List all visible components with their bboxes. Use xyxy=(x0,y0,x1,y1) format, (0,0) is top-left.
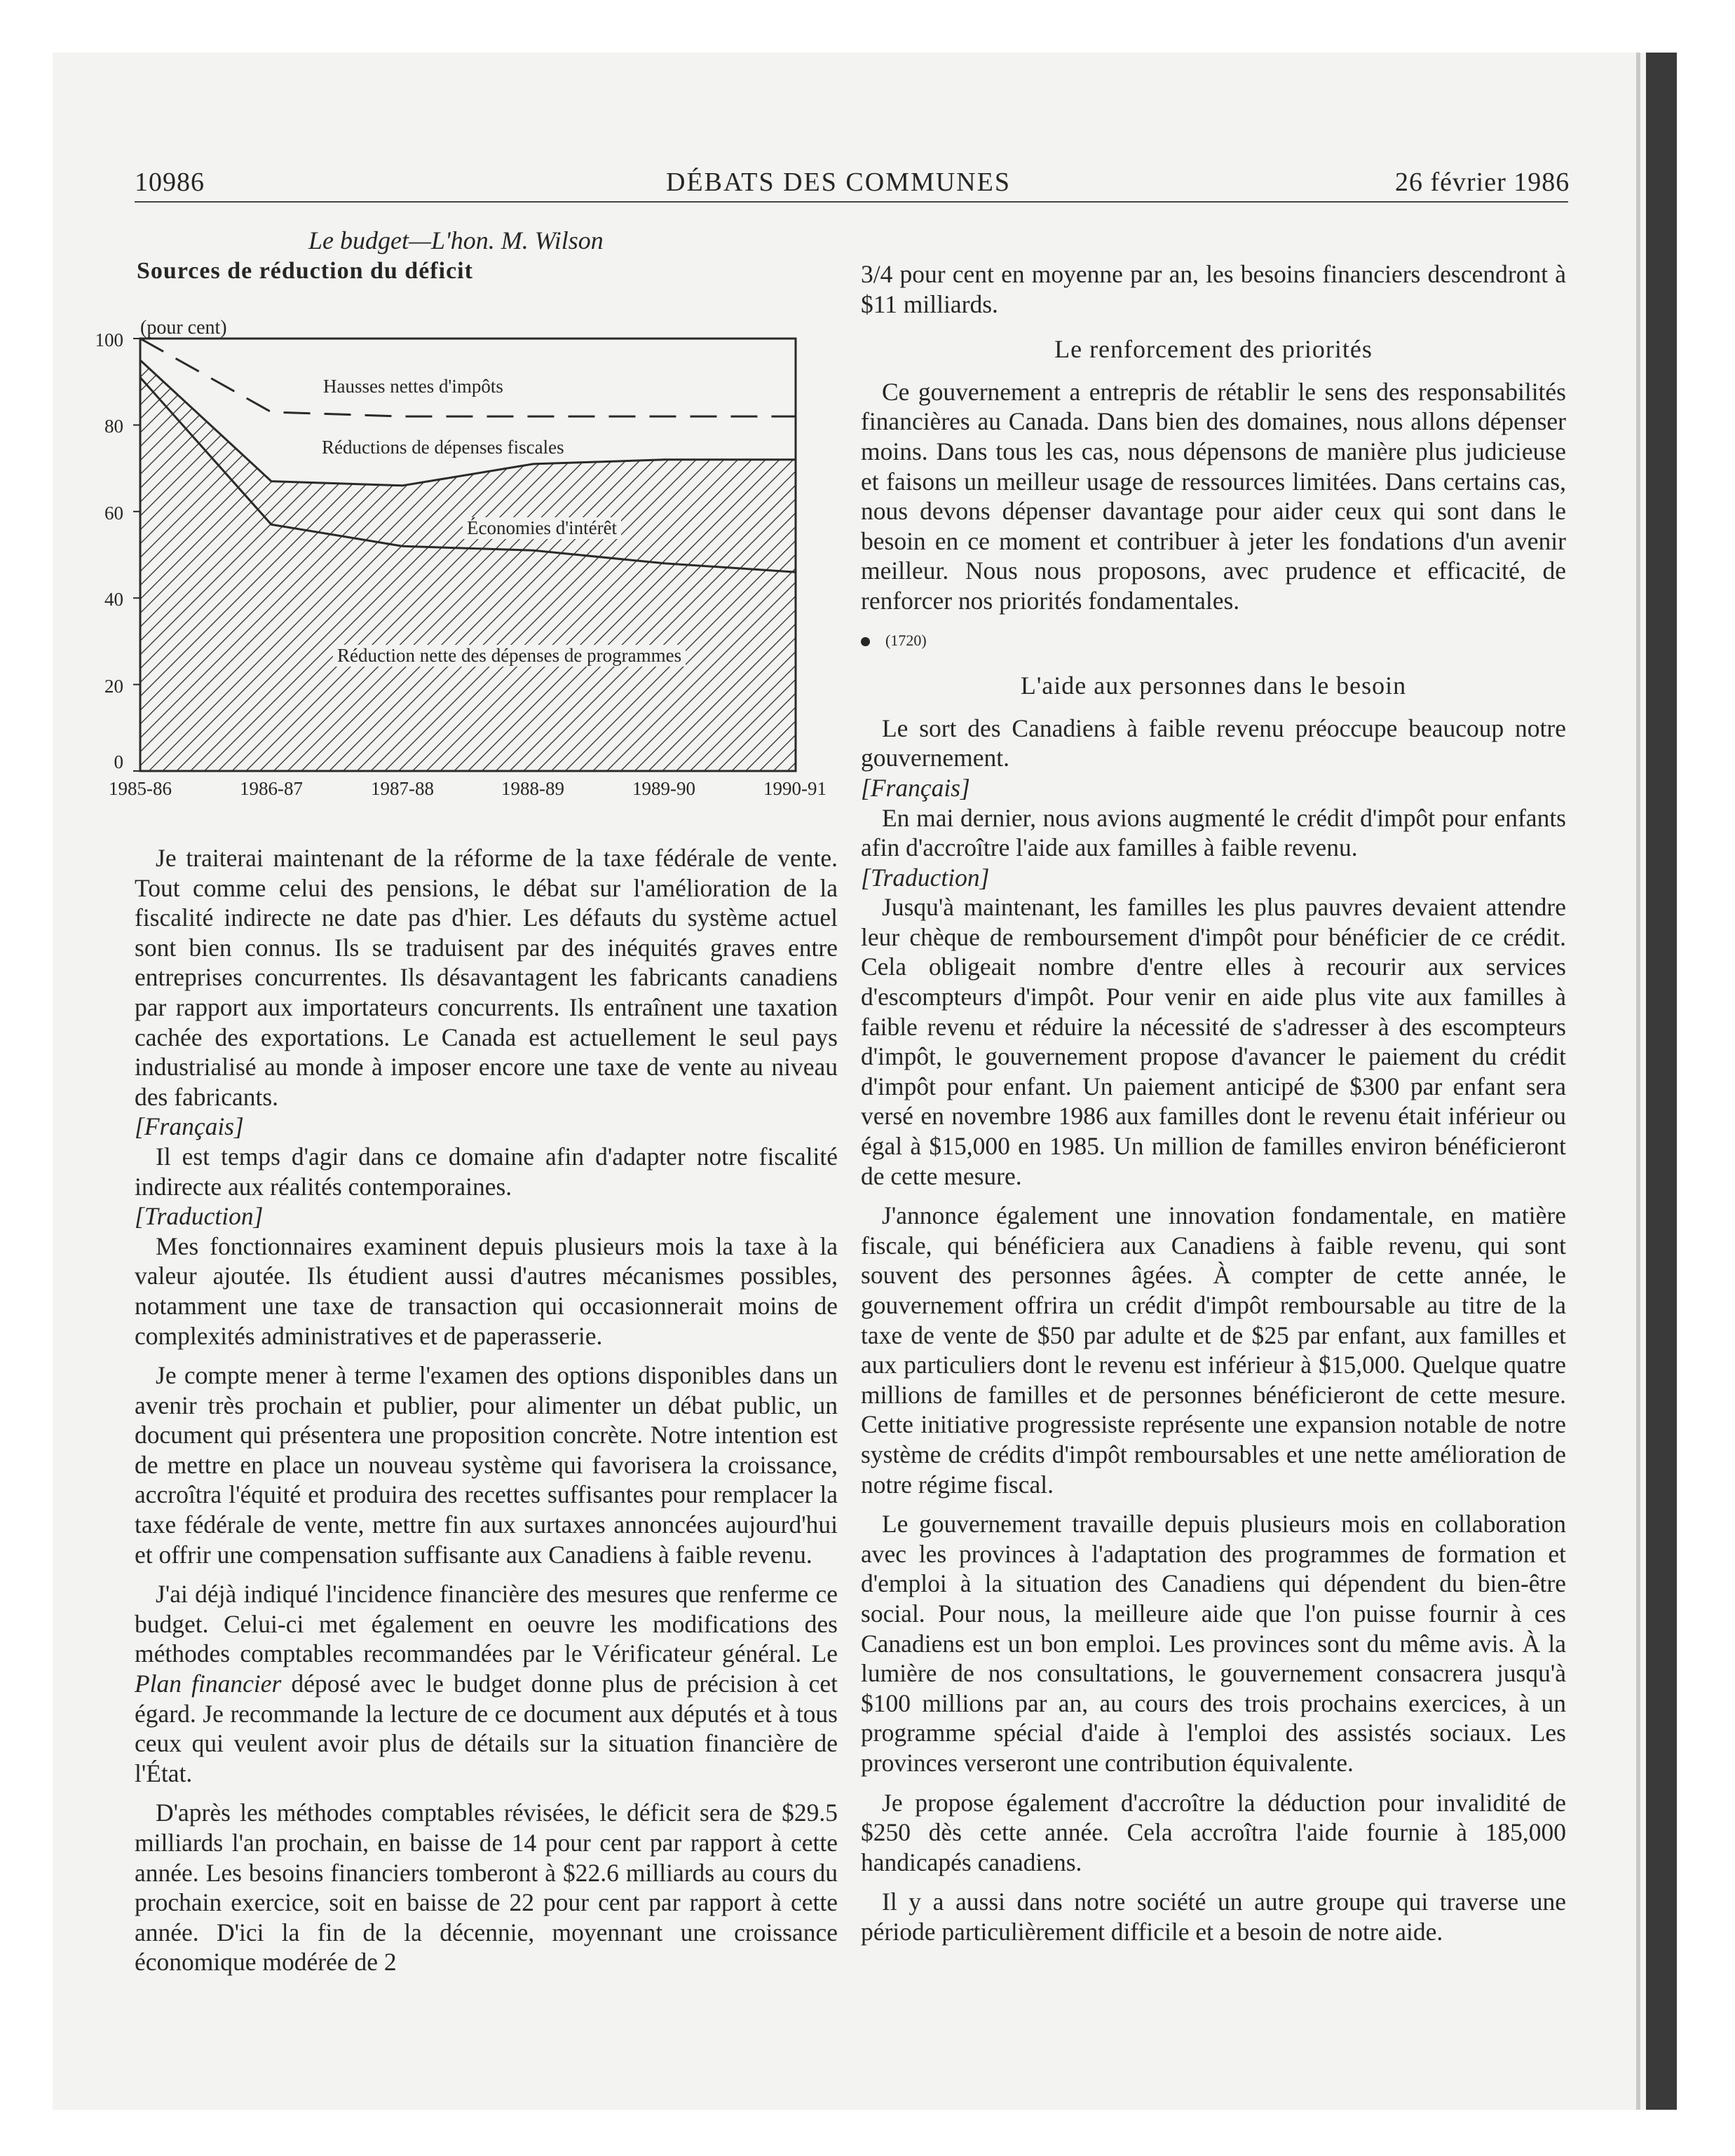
y-tick-40: 40 xyxy=(104,589,123,610)
language-tag: [Traduction] xyxy=(135,1202,264,1231)
scan-edge-line xyxy=(1636,53,1640,2110)
text-run: J'ai déjà indiqué l'incidence financière des mesures que renferme ce budget. Celui-ci met également en oeuvre les modifications des méthodes comptables recommandées par le Vérificateur général. Le xyxy=(135,1580,838,1668)
section-title: Le budget—L'hon. M. Wilson xyxy=(308,226,604,254)
time-marker xyxy=(861,626,1566,656)
x-tick-1989-90: 1989-90 xyxy=(632,778,695,799)
paragraph: Je traiterai maintenant de la réforme de la taxe fédérale de vente. Tout comme celui des pensions, le débat sur l'amélioration de la fiscalité indirecte ne date pas d'hier. Les défauts du système actuel sont bien connus. Ils se traduisent par des inéquités graves entre entreprises concurrentes. Ils désavantagent les fabricants canadiens par rapport aux importateurs concurrents. Ils entraînent une taxation cachée des exportations. Le Canada est actuellement le seul pays industrialisé au monde à imposer encore une taxe de vente au niveau des fabricants. xyxy=(135,844,838,1111)
header-rule xyxy=(135,201,1568,203)
left-text-column xyxy=(135,843,838,1977)
paragraph: Je propose également d'accroître la déduction pour invalidité de $250 dès cette année. Cela accroîtra l'aide fournie à 185,000 handicapés canadiens. xyxy=(861,1788,1566,1876)
section-heading: L'aide aux personnes dans le besoin xyxy=(1020,671,1407,700)
publication-title: DÉBATS DES COMMUNES xyxy=(666,168,1011,197)
text-run: déposé avec le budget donne plus de précision à cet égard. Je recommande la lecture de ce document aux députés et à tous ceux qui veulent avoir plus de détails sur la situation financière de l'État. xyxy=(135,1670,838,1787)
page-number: 10986 xyxy=(135,168,205,197)
section-heading: Le renforcement des priorités xyxy=(1054,335,1373,364)
paragraph: 3/4 pour cent en moyenne par an, les besoins financiers descendront à $11 milliards. xyxy=(861,260,1566,318)
y-tick-20: 20 xyxy=(104,676,123,697)
language-tag: [Français] xyxy=(861,773,970,802)
document-title: Plan financier xyxy=(135,1670,282,1698)
paragraph: En mai dernier, nous avions augmenté le crédit d'impôt pour enfants afin d'accroître l'aide aux familles à faible revenu. xyxy=(861,803,1566,862)
paragraph: Ce gouvernement a entrepris de rétablir le sens des responsabilités financières au Canada. Dans bien des domaines, nous allons dépenser moins. Dans tous les cas, nous dépensons de manière plus judicieuse et faisons un meilleur usage de ressources limitées. Dans certains cas, nous devons dépenser davantage pour aider ceux qui sont dans le besoin en ce moment et contribuer à jeter les fondations d'un avenir meilleur. Nous nous proposons, avec prudence et efficacité, de renforcer nos priorités fondamentales. xyxy=(861,377,1566,615)
paragraph: Mes fonctionnaires examinent depuis plusieurs mois la taxe à la valeur ajoutée. Ils étudient aussi d'autres mécanismes possibles, notamment une taxe de transaction qui occasionnerait moins de complexités administratives et de paperasserie. xyxy=(135,1231,838,1350)
label-programmes: Réduction nette des dépenses de programmes xyxy=(333,645,686,667)
paragraph: Jusqu'à maintenant, les familles les plus pauvres devaient attendre leur chèque de remboursement d'impôt pour bénéficier de ce crédit. Cela obligeait nombre d'entre elles à recourir aux services d'escompteurs d'impôt. Pour venir en aide plus vite aux familles à faible revenu et réduire la nécessité de s'adresser à des escompteurs d'impôt, le gouvernement propose d'avancer le paiement du crédit d'impôt pour enfant. Un paiement anticipé de $300 par enfant sera versé en novembre 1986 aux familles dont le revenu était inférieur ou égal à $15,000 en 1985. Un million de familles environ bénéficieront de cette mesure. xyxy=(861,893,1566,1190)
chart-y-unit-label: (pour cent) xyxy=(140,317,227,339)
paragraph: Il y a aussi dans notre société un autre groupe qui traverse une période particulièrement difficile et a besoin de notre aide. xyxy=(861,1888,1566,1946)
language-tag: [Traduction] xyxy=(861,863,990,892)
paragraph xyxy=(135,1579,838,1788)
y-tick-0: 0 xyxy=(114,751,123,772)
right-text-column xyxy=(861,259,1566,1946)
y-tick-100: 100 xyxy=(95,329,123,350)
chart-title: Sources de réduction du déficit xyxy=(137,258,473,284)
x-tick-1988-89: 1988-89 xyxy=(501,778,564,799)
paragraph: Le gouvernement travaille depuis plusieurs mois en collaboration avec les provinces à l'adaptation des programmes de formation et d'emploi à la situation des Canadiens qui dépendent du bien-être social. Pour nous, la meilleure aide que l'on puisse fournir à ces Canadiens est un bon emploi. Les provinces sont du même avis. À la lumière de nos consultations, le gouvernement consacrera jusqu'à $100 millions par an, au cours des trois prochains exercices, à un programme spécial d'aide à l'emploi des assistés sociaux. Les provinces verseront une contribution équivalente. xyxy=(861,1510,1566,1777)
paragraph: D'après les méthodes comptables révisées, le déficit sera de $29.5 milliards l'an prochain, en baisse de 14 pour cent par rapport à cette année. Les besoins financiers tomberont à $22.6 milliards au cours du prochain exercice, soit en baisse de 22 pour cent par rapport à cette année. D'ici la fin de la décennie, moyennant une croissance économique modérée de 2 xyxy=(135,1799,838,1977)
y-tick-80: 80 xyxy=(104,416,123,437)
paragraph: Le sort des Canadiens à faible revenu préoccupe beaucoup notre gouvernement. xyxy=(861,714,1566,772)
paragraph: J'annonce également une innovation fondamentale, en matière fiscale, qui bénéficiera aux Canadiens à faible revenu, qui sont souvent des personnes âgées. À compter de cette année, le gouvernement offrira un crédit d'impôt remboursable au titre de la taxe de vente de $50 par adulte et de $25 par enfant, aux familles et aux particuliers dont le revenu est inférieur à $15,000. Quelque quatre millions de familles et de personnes bénéficieront de cette mesure. Cette initiative progressiste représente une expansion notable de notre système de crédits d'impôt remboursables et une nette amélioration de notre régime fiscal. xyxy=(861,1201,1566,1499)
x-tick-1986-87: 1986-87 xyxy=(240,778,303,799)
label-economies-interet: Économies d'intérêt xyxy=(463,517,621,539)
bullet-icon xyxy=(861,637,870,646)
paragraph: Il est temps d'agir dans ce domaine afin d'adapter notre fiscalité indirecte aux réalités contemporaines. xyxy=(135,1142,838,1201)
time-marker-text: (1720) xyxy=(885,631,927,649)
x-tick-1990-91: 1990-91 xyxy=(763,778,826,799)
page-date: 26 février 1986 xyxy=(1395,168,1570,197)
paragraph: Je compte mener à terme l'examen des options disponibles dans un avenir très prochain et publier, pour alimenter un débat public, un document qui présentera une proposition concrète. Notre intention est de mettre en place un nouveau système qui favorisera la croissance, accroîtra l'équité et produira des recettes suffisantes pour remplacer la taxe fédérale de vente, mettre fin aux surtaxes annoncées aujourd'hui et offrir une compensation suffisante aux Canadiens à faible revenu. xyxy=(135,1361,838,1569)
label-reductions-fiscales: Réductions de dépenses fiscales xyxy=(318,437,569,458)
language-tag: [Français] xyxy=(135,1112,244,1141)
y-tick-60: 60 xyxy=(104,503,123,524)
scan-edge-shadow xyxy=(1646,53,1677,2110)
x-tick-1987-88: 1987-88 xyxy=(371,778,434,799)
x-tick-1985-86: 1985-86 xyxy=(109,778,172,799)
label-hausses-impots: Hausses nettes d'impôts xyxy=(319,376,508,397)
